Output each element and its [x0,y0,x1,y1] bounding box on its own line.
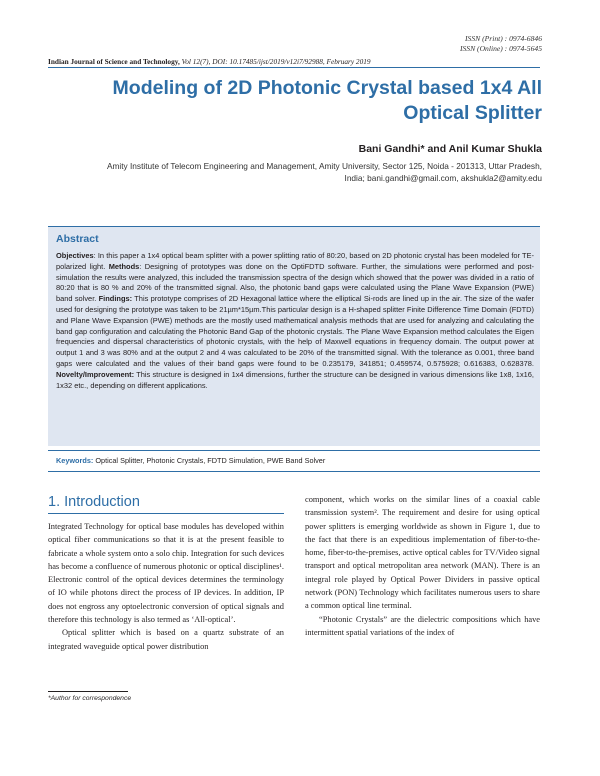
section-heading-rule [48,513,284,514]
findings-label: Findings: [98,294,133,304]
authors: Bani Gandhi* and Anil Kumar Shukla [358,143,542,155]
section-heading-introduction: 1. Introduction [48,494,140,510]
objectives-label: Objectives [56,251,94,260]
abstract-text [56,251,534,391]
novelty-label: Novelty/Improvement: [56,369,135,379]
journal-details: Vol 12(7), DOI: 10.17485/ijst/2019/v12i7/92988, February 2019 [181,57,371,66]
keywords-label: Keywords: [56,456,94,465]
keywords-text: Optical Splitter, Photonic Crystals, FDTD Simulation, PWE Band Solver [93,456,326,465]
affiliation: Amity Institute of Telecom Engineering and Management, Amity University, Sector 125, Noida - 201313, Uttar Pradesh, India; bani.gandhi@gmail.com, akshukla2@amity.edu [106,161,542,183]
paper-title: Modeling of 2D Photonic Crystal based 1x4 All Optical Splitter [112,77,542,124]
journal-name: Indian Journal of Science and Technology, [48,57,180,66]
findings-text: This prototype comprises of 2D Hexagonal lattice where the elliptical Si-rods are lined up in the air. The size of the wafer used for designing the prototype was taken to be 21µm*15µm.This particular design is a H-shaped splitter Finite Difference Time Domain (FDTD) and Plane Wave Expansion (PWE) methods are the mostly used mathematical analysis methods that are used for analyzing and calculating the band gap configuration and calculating the Photonic Band Gap of the photonic crystals. The Plane Wave Expansion method calculates the Eigen frequencies and dispersal characteristics of photonic crystals, with the help of Maxwell equations in frequency domain. The output power at output 1 and 3 was 80% and at the output 2 and 4 was calculated to be 20% of the transmitted signal. With the tolerance as 0.001, three band gaps were calculated and the values of their band gaps were found to be 0.235179, 341851; 0.459574, 0.575928; 0.616383, 0.628378. [56,294,535,368]
footnote-rule [48,691,128,692]
intro-paragraph: component, which works on the similar lines of a coaxial cable transmission system². The requirement and desire for using optical power splitters is emerging worldwide as shown in Figure 1, due to the fact that there is an expeditious implementation of fiber-to-the-home, fiber-to-the-premises, active optical cables for TV/Video signal transport and optical metropolitan area network (MAN). There is an integral role played by Optical Power Dividers in passive optical network (PON) Technology which facilitates numerous users to share a common optical line terminal. [305,495,540,611]
intro-right-column [305,493,540,639]
methods-text: : Designing of prototypes was done on the OptiFDTD software. Further, the simulations were performed and post-simulation the results were analyzed, this included the transmission spectra of the design which showed that the power was divided in a ratio of 80:20 that is 80 % and 20% of the transmitted signal. Also, the photonic band gaps were calculated using the Plane Wave Expansion (PWE) band solver. [56,261,534,304]
issn-online: ISSN (Online) : 0974-5645 [459,44,542,53]
intro-paragraph: Optical splitter which is based on a quartz substrate of an integrated waveguide optical power distribution [48,628,284,651]
footnote: *Author for correspondence [48,695,132,702]
keywords-rule-top [48,450,540,451]
journal-citation [48,57,371,66]
issn-print: ISSN (Print) : 0974-6846 [465,34,542,43]
intro-paragraph: Integrated Technology for optical base modules has developed within optical fiber communications so that it is at the present feasible to fabricate a whole system onto a solo chip. Integration for such devices has become a confluence of numerous photonic or optical disciplines¹. Electronic control of the optical devices determines the terminology of IO while photons direct the process of IP devices. In addition, IP does not engross any optoelectronic conversion of optical signals and therefore this technology is also termed as ‘All-optical’. [48,522,285,625]
intro-left-column [48,520,284,653]
novelty-text: This structure is designed in 1x4 dimensions, further the structure can be designed in various dimensions like 1x8, 1x16, 1x32 etc., depending on different applications. [56,369,534,390]
keywords [56,456,325,465]
header-rule [48,67,540,68]
objectives-text: : In this paper a 1x4 optical beam splitter with a power splitting ratio of 80:20, based on 2D photonic crystal has been modeled for TE-polarized light. [56,251,534,271]
intro-paragraph: “Photonic Crystals” are the dielectric compositions which have intermittent spatial variations of the index of [305,614,540,637]
keywords-rule-bottom [48,471,540,472]
abstract-heading: Abstract [56,233,99,245]
methods-label: Methods [108,261,140,271]
